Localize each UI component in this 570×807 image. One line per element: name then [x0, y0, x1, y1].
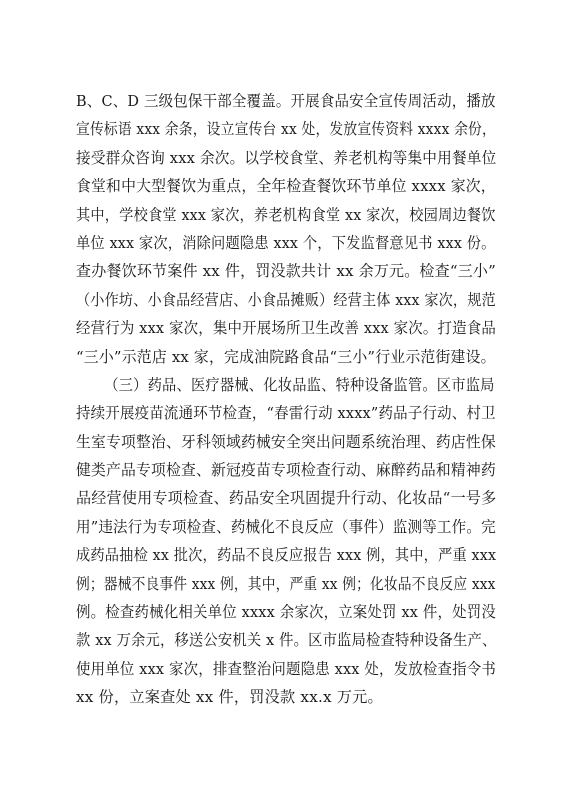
text-line: 持续开展疫苗流通环节检查，“春雷行动 xxxx”药品子行动、村卫: [76, 404, 496, 423]
text-line: 品经营使用专项检查、药品安全巩固提升行动、化妆品“一号多: [76, 489, 497, 508]
text-line: 其中，学校食堂 xxx 家次，养老机构食堂 xx 家次，校园周边餐饮: [76, 205, 496, 224]
text-line: 用”违法行为专项检查、药械化不良反应（事件）监测等工作。完: [76, 517, 496, 536]
text-line: 款 xx 万余元，移送公安机关 x 件。区市监局检查特种设备生产、: [76, 631, 497, 650]
text-line: 例。检查药械化相关单位 xxxx 余家次，立案处罚 xx 件，处罚没: [76, 603, 497, 622]
text-line: xx 份，立案查处 xx 件，罚没款 xx.x 万元。: [76, 688, 383, 707]
text-line: 宣传标语 xxx 余条，设立宣传台 xx 处，发放宣传资料 xxxx 余份，: [76, 120, 496, 139]
text-line: 生室专项整治、牙科领域药械安全突出问题系统治理、药店性保: [76, 432, 496, 451]
section-heading-line: （三）药品、医疗器械、化妆品监、特种设备监管。区市监局: [104, 375, 495, 394]
body-text: [76, 87, 496, 712]
text-line: 单位 xxx 家次，消除问题隐患 xxx 个，下发监督意见书 xxx 份。: [76, 233, 496, 252]
text-line: 经营行为 xxx 家次，集中开展场所卫生改善 xxx 家次。打造食品: [76, 319, 497, 338]
text-line: 接受群众咨询 xxx 余次。以学校食堂、养老机构等集中用餐单位: [76, 148, 497, 167]
text-line: 健类产品专项检查、新冠疫苗专项检查行动、麻醉药品和精神药: [76, 461, 496, 480]
text-line: 使用单位 xxx 家次，排查整治问题隐患 xxx 处，发放检查指令书: [76, 659, 497, 678]
text-line: 例；器械不良事件 xxx 例，其中，严重 xx 例；化妆品不良反应 xxx: [76, 574, 496, 593]
text-line: 查办餐饮环节案件 xx 件，罚没款共计 xx 余万元。检查“三小”: [76, 262, 497, 281]
text-line: B、C、D 三级包保干部全覆盖。开展食品安全宣传周活动，播放: [76, 92, 496, 110]
text-line: “三小”示范店 xx 家，完成油院路食品“三小”行业示范街建设。: [76, 347, 496, 366]
text-line: 成药品抽检 xx 批次，药品不良反应报告 xxx 例，其中，严重 xxx: [76, 546, 497, 565]
text-line: （小作坊、小食品经营店、小食品摊贩）经营主体 xxx 家次，规范: [76, 290, 496, 309]
text-line: 食堂和中大型餐饮为重点，全年检查餐饮环节单位 xxxx 家次，: [76, 177, 496, 196]
